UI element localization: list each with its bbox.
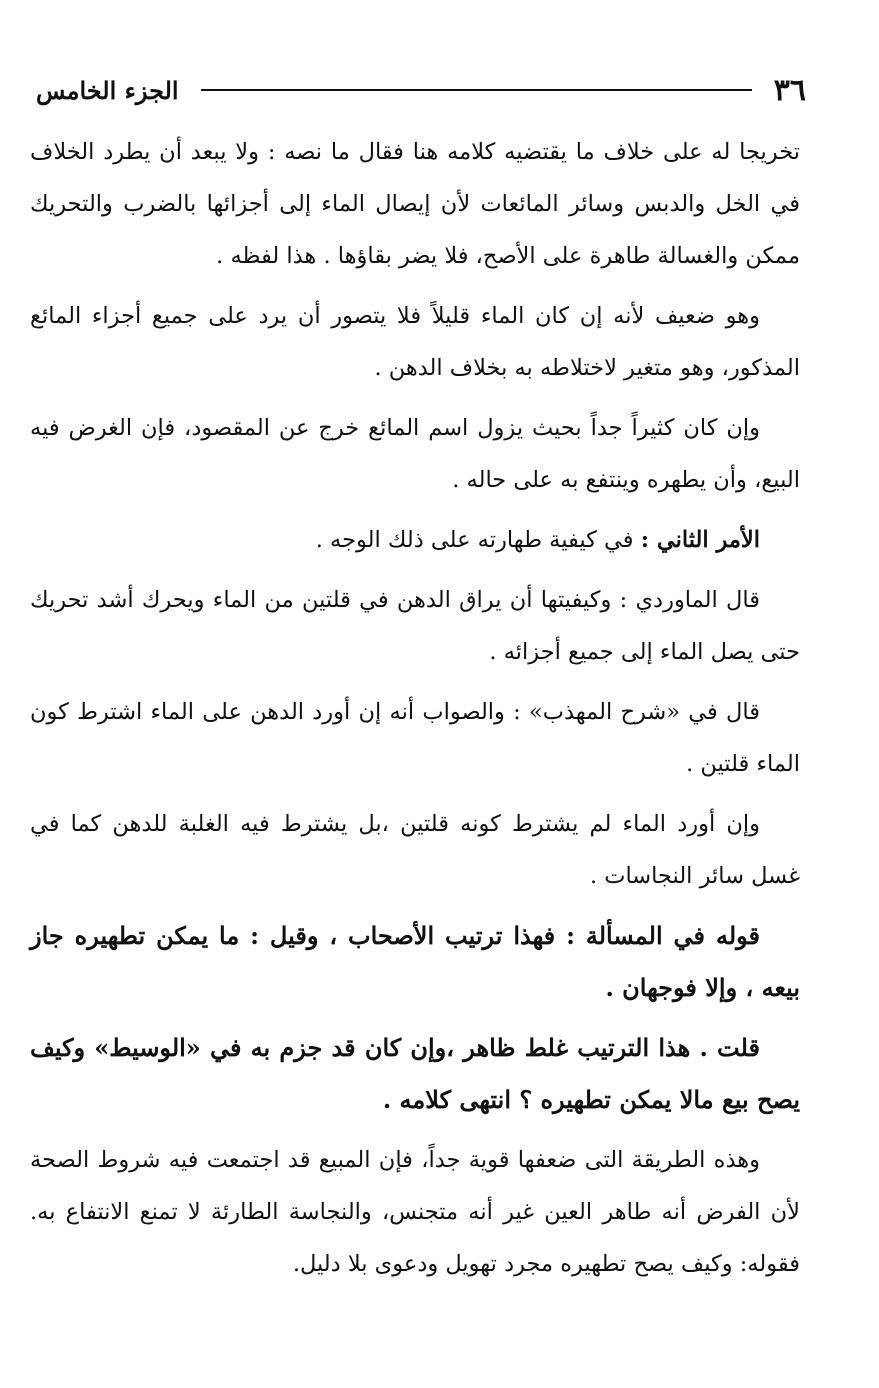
page-number: ٣٦ [773, 72, 806, 108]
paragraph [30, 514, 800, 566]
body-text [30, 126, 800, 1298]
paragraph: قال في «شرح المهذب» : والصواب أنه إن أورد الدهن على الماء اشترط كون الماء قلتين . [30, 699, 800, 777]
paragraph-quote: قلت . هذا الترتيب غلط ظاهر ،وإن كان قد جزم به في «الوسيط» وكيف يصح بيع مالا يمكن تطهيره ؟ انتهى كلامه . [30, 1033, 800, 1114]
paragraph-text: في كيفية طهارته على ذلك الوجه . [315, 527, 634, 553]
paragraph: وهو ضعيف لأنه إن كان الماء قليلاً فلا يتصور أن يرد على جميع أجزاء المائع المذكور، وهو متغير لاختلاطه به بخلاف الدهن . [30, 303, 800, 381]
paragraph: وهذه الطريقة التى ضعفها قوية جداً، فإن المبيع قد اجتمعت فيه شروط الصحة لأن الفرض أنه طاهر العين غير أنه متجنس، والنجاسة الطارئة لا تمنع الانتفاع به. فقوله: وكيف يصح تطهيره مجرد تهويل ودعوى بلا دليل. [30, 1147, 800, 1277]
paragraph: تخريجا له على خلاف ما يقتضيه كلامه هنا فقال ما نصه : ولا يبعد أن يطرد الخلاف في الخل والدبس وسائر المائعات لأن إيصال الماء إلى أجزائها بالضرب والتحريك ممكن والغسالة طاهرة على الأصح، فلا يضر بقاؤها . هذا لفظه . [30, 139, 800, 269]
paragraph: وإن أورد الماء لم يشترط كونه قلتين ،بل يشترط فيه الغلبة للدهن كما في غسل سائر النجاسات . [30, 811, 800, 889]
paragraph-quote: قوله في المسألة : فهذا ترتيب الأصحاب ، وقيل : ما يمكن تطهيره جاز بيعه ، وإلا فوجهان . [30, 921, 800, 1002]
header-rule [201, 89, 752, 91]
paragraph: وإن كان كثيراً جداً بحيث يزول اسم المائع خرج عن المقصود، فإن الغرض فيه البيع، وأن يطهره وينتفع به على حاله . [30, 415, 800, 493]
page-header [36, 70, 806, 110]
paragraph-lead: الأمر الثاني : [640, 527, 760, 553]
running-title: الجزء الخامس [36, 75, 179, 105]
paragraph: قال الماوردي : وكيفيتها أن يراق الدهن في قلتين من الماء ويحرك أشد تحريك حتى يصل الماء إلى جميع أجزائه . [30, 587, 800, 665]
